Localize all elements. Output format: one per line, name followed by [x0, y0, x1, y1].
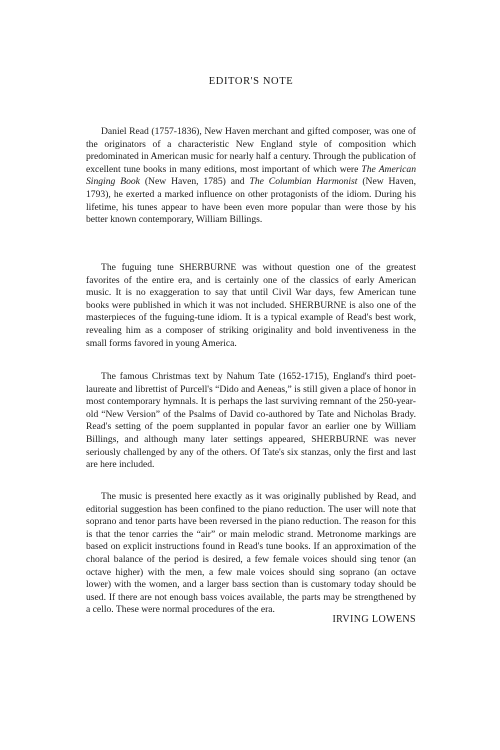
- paragraph-1-text-b: (New Haven, 1785) and: [139, 176, 250, 188]
- paragraph-1: [86, 126, 416, 227]
- author-signature: IRVING LOWENS: [332, 614, 416, 625]
- page-title: EDITOR'S NOTE: [208, 76, 294, 87]
- book-title-american-singing-book: The American Singing Book: [86, 163, 416, 188]
- document-page: [86, 0, 416, 750]
- paragraph-1-text-a: Daniel Read (1757-1836), New Haven merchant and gifted composer, was one of the originators of a characteristic New England style of composition which predominated in American music for nearly half a century. Through the publication of excellent tune books in many editions, most important of which were: [86, 126, 416, 175]
- book-title-columbian-harmonist: The Columbian Harmonist: [249, 176, 358, 188]
- paragraph-2: The fuguing tune SHERBURNE was without question one of the greatest favorites of the entire era, and is certainly one of the classics of early American music. It is no exaggeration to say that until Civil War days, few American tune books were published in which it was not included. SHERBURNE is also one of the masterpieces of the fuguing-tune idiom. It is a typical example of Read's best work, revealing him as a composer of striking originality and bold inventiveness in the small forms favored in young America.: [86, 262, 416, 349]
- paragraph-3: The famous Christmas text by Nahum Tate (1652-1715), England's third poet-laureate and librettist of Purcell's “Dido and Aeneas,” is still given a place of honor in most contemporary hymnals. It is perhaps the last surviving remnant of the 250-year-old “New Version” of the Psalms of David co-authored by Tate and Nicholas Brady. Read's setting of the poem supplanted in popular favor an earlier one by William Billings, and although many later settings appeared, SHERBURNE was never seriously challenged by any of the others. Of Tate's six stanzas, only the first and last are here included.: [86, 371, 416, 471]
- paragraph-4: The music is presented here exactly as it was originally published by Read, and editorial suggestion has been confined to the piano reduction. The user will note that soprano and tenor parts have been reversed in the piano reduction. The reason for this is that the tenor carries the “air” or main melodic strand. Metronome markings are based on explicit instructions found in Read's tune books. If an approximation of the choral balance of the period is desired, a few female voices should sing tenor (an octave higher) with the men, a few male voices should sing soprano (an octave lower) with the women, and a larger bass section than is customary today should be used. If there are not enough bass voices available, the parts may be strengthened by a cello. These were normal procedures of the era.: [86, 491, 416, 616]
- paragraph-1-text-c: (New Haven, 1793), he exerted a marked influence on other protagonists of the idiom. During his lifetime, his tunes appear to have been even more popular than were those by his better known contemporary, William Billings.: [86, 176, 416, 226]
